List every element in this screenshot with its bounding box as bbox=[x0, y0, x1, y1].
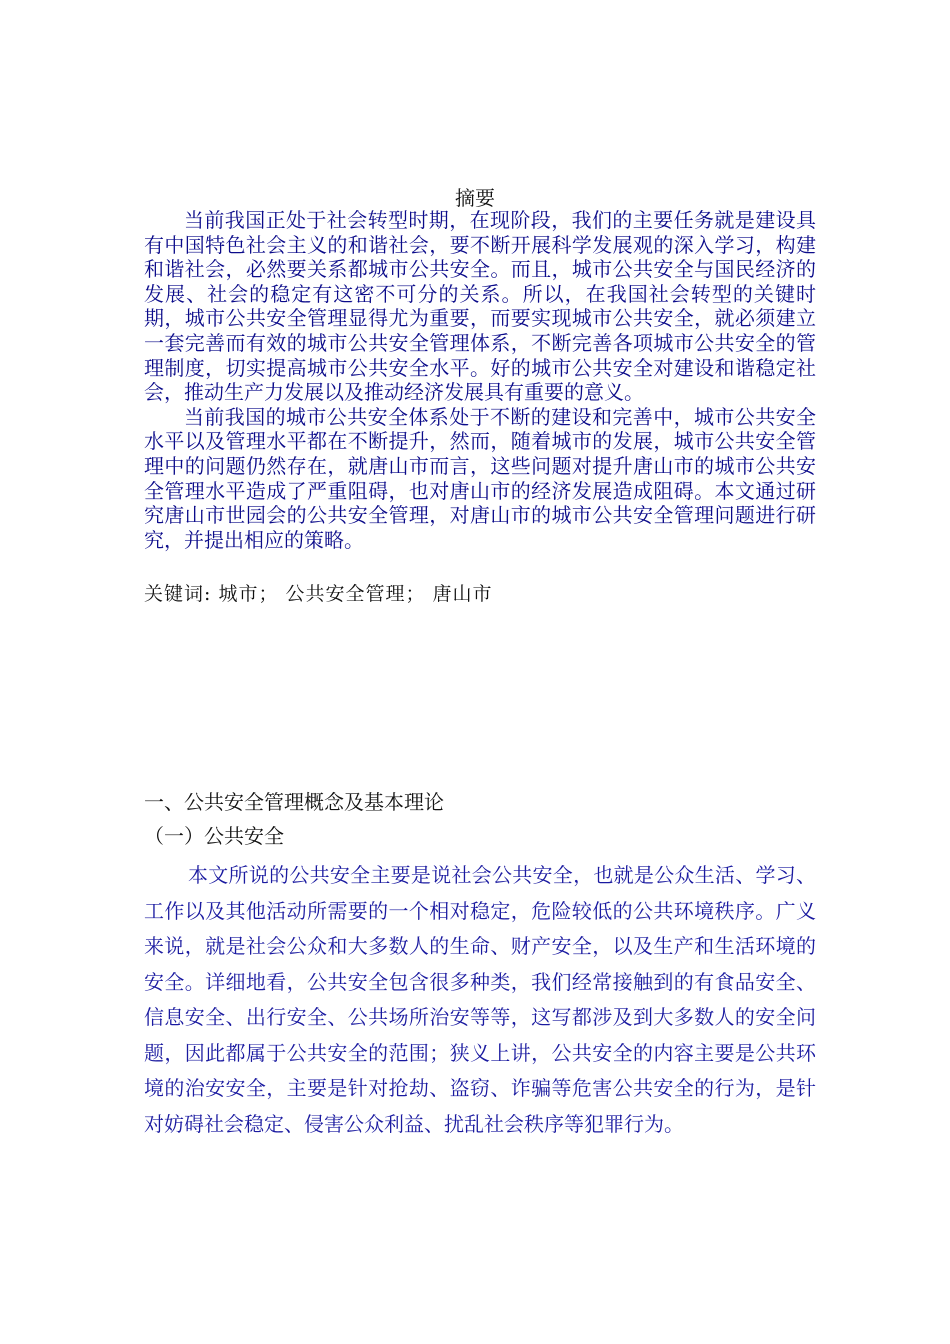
abstract-paragraph-1: 当前我国正处于社会转型时期，在现阶段，我们的主要任务就是建设具有中国特色社会主义的和谐社会，要不断开展科学发展观的深入学习，构建和谐社会，必然要关系都城市公共安全。而且，城市公共安全与国民经济的发展、社会的稳定有这密不可分的关系。所以，在我国社会转型的关键时期，城市公共安全管理显得尤为重要，而要实现城市公共安全，就必须建立一套完善而有效的城市公共安全管理体系，不断完善各项城市公共安全的管理制度，切实提高城市公共安全水平。好的城市公共安全对建设和谐稳定社会，推动生产力发展以及推动经济发展具有重要的意义。 bbox=[144, 208, 816, 405]
abstract-paragraph-2: 当前我国的城市公共安全体系处于不断的建设和完善中，城市公共安全水平以及管理水平都在不断提升，然而，随着城市的发展，城市公共安全管理中的问题仍然存在，就唐山市而言，这些问题对提升唐山市的城市公共安全管理水平造成了严重阻碍，也对唐山市的经济发展造成阻碍。本文通过研究唐山市世园会的公共安全管理，对唐山市的城市公共安全管理问题进行研究，并提出相应的策略。 bbox=[144, 404, 816, 552]
abstract-title: 摘要 bbox=[455, 186, 495, 210]
subsection-heading: （一）公共安全 bbox=[144, 824, 284, 848]
abstract-body bbox=[144, 208, 816, 552]
section-body bbox=[144, 858, 816, 1142]
section-paragraph: 本文所说的公共安全主要是说社会公共安全，也就是公众生活、学习、工作以及其他活动所需要的一个相对稳定，危险较低的公共环境秩序。广义来说，就是社会公众和大多数人的生命、财产安全，以及生产和生活环境的安全。详细地看，公共安全包含很多种类，我们经常接触到的有食品安全、信息安全、出行安全、公共场所治安等等，这写都涉及到大多数人的安全问题，因此都属于公共安全的范围；狭义上讲，公共安全的内容主要是公共环境的治安安全，主要是针对抢劫、盗窃、诈骗等危害公共安全的行为，是针对妨碍社会稳定、侵害公众利益、扰乱社会秩序等犯罪行为。 bbox=[144, 863, 816, 1136]
section-heading: 一、公共安全管理概念及基本理论 bbox=[144, 790, 444, 814]
keywords-line: 关键词: 城市； 公共安全管理； 唐山市 bbox=[144, 583, 493, 605]
